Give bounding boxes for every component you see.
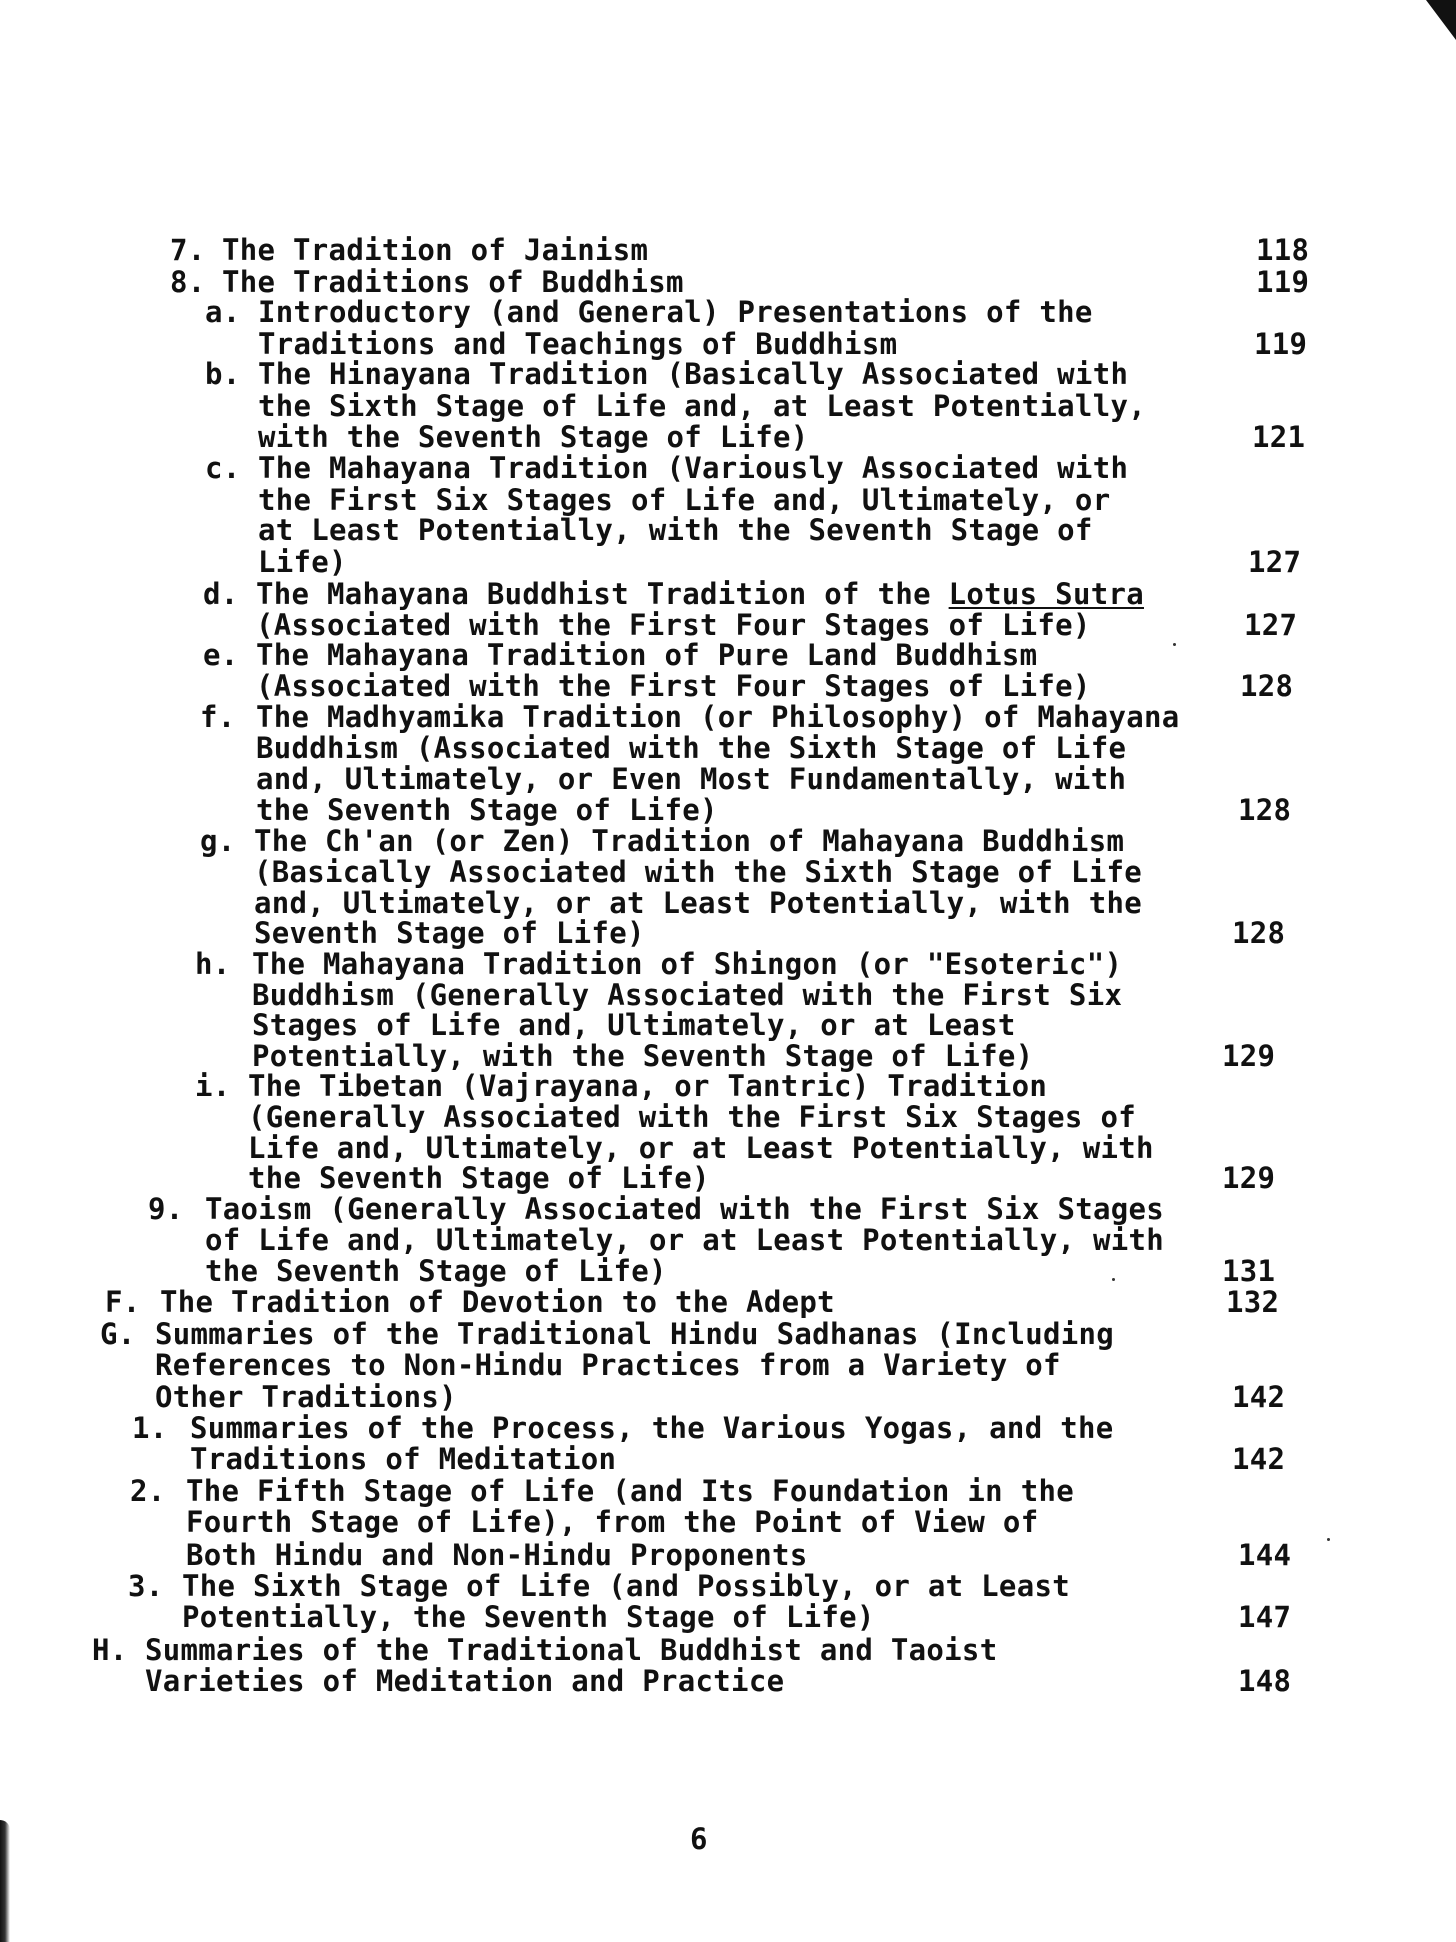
toc-entry-page: 129: [1222, 1161, 1276, 1195]
toc-entry-text: (Associated with the First Four Stages of Life): [256, 608, 1091, 642]
toc-entry-text: Fourth Stage of Life), from the Point of View of: [186, 1505, 1039, 1539]
toc-entry-label: f.: [200, 700, 236, 734]
toc-entry-text: The Mahayana Buddhist Tradition of the Lotus Sutra: [256, 577, 1144, 611]
toc-entry-label: h.: [195, 947, 231, 981]
toc-entry-text: Both Hindu and Non-Hindu Proponents: [186, 1538, 808, 1572]
toc-entry-text: The Mahayana Tradition of Shingon (or "Esoteric"): [252, 947, 1123, 981]
toc-entry-text: the Seventh Stage of Life): [205, 1254, 667, 1288]
toc-entry-text: the Seventh Stage of Life): [256, 793, 718, 827]
toc-entry-label: e.: [203, 638, 239, 672]
toc-entry-text: Potentially, with the Seventh Stage of Life): [252, 1039, 1034, 1073]
toc-entry-text: and, Ultimately, or Even Most Fundamentally, with: [256, 762, 1127, 796]
toc-entry-page: 128: [1238, 793, 1292, 827]
toc-entry-text: Other Traditions): [155, 1380, 457, 1414]
toc-entry-text: Life and, Ultimately, or at Least Potentially, with: [248, 1131, 1154, 1165]
toc-entry-label: b.: [205, 357, 241, 391]
toc-entry-label: d.: [203, 577, 239, 611]
toc-entry-text: The Hinayana Tradition (Basically Associated with: [258, 357, 1129, 391]
toc-entry-label: g.: [200, 824, 236, 858]
toc-entry-text: Summaries of the Process, the Various Yogas, and the: [190, 1411, 1114, 1445]
toc-entry-page: 128: [1240, 669, 1294, 703]
toc-entry-page: 119: [1256, 265, 1310, 299]
toc-entry-page: 142: [1232, 1380, 1286, 1414]
toc-entry-text: Life): [258, 545, 347, 579]
toc-entry-page: 129: [1222, 1039, 1276, 1073]
toc-entry-page: 121: [1252, 420, 1306, 454]
toc-entry-text: at Least Potentially, with the Seventh Stage of: [258, 513, 1093, 547]
toc-entry-page: 118: [1256, 233, 1310, 267]
toc-entry-text: and, Ultimately, or at Least Potentially, with the: [254, 886, 1142, 920]
toc-entry-label: 8.: [170, 265, 206, 299]
toc-entry-page: 142: [1232, 1442, 1286, 1476]
toc-entry-label: 2.: [130, 1474, 166, 1508]
toc-entry-text: with the Seventh Stage of Life): [258, 420, 809, 454]
toc-entry-text: The Traditions of Buddhism: [222, 265, 684, 299]
toc-entry-text: Potentially, the Seventh Stage of Life): [182, 1600, 875, 1634]
toc-entry-label: G.: [100, 1317, 136, 1351]
toc-entry-text: (Basically Associated with the Sixth Stage of Life: [254, 855, 1142, 889]
toc-entry-text: of Life and, Ultimately, or at Least Potentially, with: [205, 1223, 1165, 1257]
toc-entry-text: (Generally Associated with the First Six Stages of: [248, 1100, 1136, 1134]
toc-entry-text: Introductory (and General) Presentations of the: [258, 295, 1093, 329]
toc-entry-text: The Sixth Stage of Life (and Possibly, or at Least: [182, 1569, 1070, 1603]
toc-entry-label: c.: [205, 451, 241, 485]
toc-entry-text: Buddhism (Associated with the Sixth Stage of Life: [256, 731, 1127, 765]
toc-entry-label: 9.: [148, 1192, 184, 1226]
toc-entry-text: The Tradition of Devotion to the Adept: [160, 1285, 835, 1319]
toc-entry-label: H.: [92, 1633, 128, 1667]
toc-entry-label: 3.: [128, 1569, 164, 1603]
toc-entry-text: (Associated with the First Four Stages of Life): [256, 669, 1091, 703]
toc-entry-page: 148: [1238, 1664, 1292, 1698]
toc-entry-text: Seventh Stage of Life): [254, 916, 645, 950]
toc-entry-page: 127: [1248, 545, 1302, 579]
toc-entry-label: 1.: [132, 1411, 168, 1445]
toc-entry-text: the Seventh Stage of Life): [248, 1161, 710, 1195]
toc-entry-text: Buddhism (Generally Associated with the First Six: [252, 978, 1123, 1012]
toc-entry-text: The Mahayana Tradition of Pure Land Buddhism: [256, 638, 1038, 672]
toc-entry-text: Summaries of the Traditional Hindu Sadhanas (Including: [155, 1317, 1115, 1351]
toc-entry-text: The Madhyamika Tradition (or Philosophy) of Mahayana: [256, 700, 1180, 734]
toc-entry-text: References to Non-Hindu Practices from a Variety of: [155, 1348, 1061, 1382]
toc-entry-text: Stages of Life and, Ultimately, or at Least: [252, 1008, 1016, 1042]
toc-entry-label: F.: [105, 1285, 141, 1319]
toc-entry-label: i.: [195, 1069, 231, 1103]
toc-entry-text: Traditions of Meditation: [190, 1442, 617, 1476]
toc-entry-page: 147: [1238, 1600, 1292, 1634]
page-number: 6: [690, 1822, 708, 1856]
toc-entry-label: a.: [205, 295, 241, 329]
toc-entry-page: 132: [1226, 1285, 1280, 1319]
toc-entry-page: 119: [1254, 327, 1308, 361]
toc-entry-text: Summaries of the Traditional Buddhist and Taoist: [145, 1633, 998, 1667]
toc-entry-page: 131: [1222, 1254, 1276, 1288]
toc-entry-text: The Tradition of Jainism: [222, 233, 649, 267]
toc-entry-page: 128: [1232, 916, 1286, 950]
toc-entry-text: The Tibetan (Vajrayana, or Tantric) Tradition: [248, 1069, 1048, 1103]
toc-entry-page: 144: [1238, 1538, 1292, 1572]
toc-entry-page: 127: [1244, 608, 1298, 642]
toc-entry-text: The Mahayana Tradition (Variously Associated with: [258, 451, 1129, 485]
toc-entry-text: the Sixth Stage of Life and, at Least Potentially,: [258, 389, 1146, 423]
toc-entry-text: Taoism (Generally Associated with the First Six Stages: [205, 1192, 1165, 1226]
toc-entry-text: The Fifth Stage of Life (and Its Foundation in the: [186, 1474, 1074, 1508]
toc-entry-text: Traditions and Teachings of Buddhism: [258, 327, 898, 361]
toc-entry-text: Varieties of Meditation and Practice: [145, 1664, 785, 1698]
toc-entry-label: 7.: [170, 233, 206, 267]
toc-entry-underlined-title: Lotus Sutra: [948, 577, 1144, 611]
toc-entry-text: the First Six Stages of Life and, Ultimately, or: [258, 483, 1111, 517]
toc-entry-text: The Ch'an (or Zen) Tradition of Mahayana Buddhism: [254, 824, 1125, 858]
